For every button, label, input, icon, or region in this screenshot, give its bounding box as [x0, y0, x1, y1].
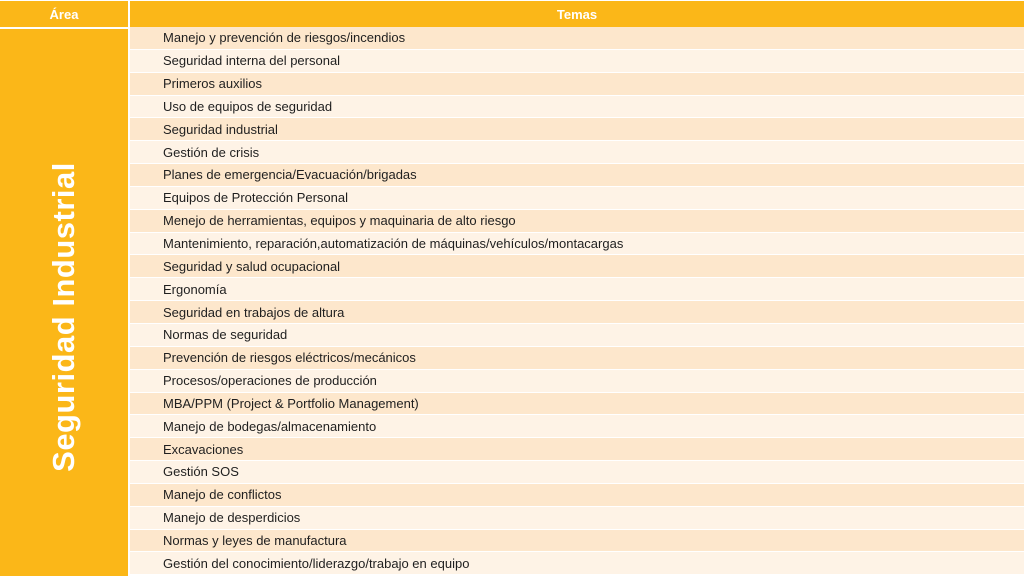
table-row: Primeros auxilios — [130, 73, 1024, 96]
table-row: Uso de equipos de seguridad — [130, 96, 1024, 119]
table-row: Excavaciones — [130, 438, 1024, 461]
table-row: Normas y leyes de manufactura — [130, 530, 1024, 553]
table-header — [0, 0, 1024, 28]
table-row: Seguridad en trabajos de altura — [130, 301, 1024, 324]
header-area: Área — [0, 1, 128, 27]
table-row: Gestión de crisis — [130, 141, 1024, 164]
table-row: Menejo de herramientas, equipos y maquinaria de alto riesgo — [130, 210, 1024, 233]
table-row: Mantenimiento, reparación,automatización de máquinas/vehículos/montacargas — [130, 233, 1024, 256]
table-row: Prevención de riesgos eléctricos/mecánicos — [130, 347, 1024, 370]
area-title: Seguridad Industrial — [46, 162, 81, 472]
table-row: Normas de seguridad — [130, 324, 1024, 347]
table-row: Planes de emergencia/Evacuación/brigadas — [130, 164, 1024, 187]
table-row: Seguridad industrial — [130, 118, 1024, 141]
table-row: Manejo y prevención de riesgos/incendios — [130, 27, 1024, 50]
area-cell — [0, 29, 128, 576]
table-row: Manejo de conflictos — [130, 484, 1024, 507]
topics-list — [130, 27, 1024, 575]
table-row: Gestión del conocimiento/liderazgo/trabajo en equipo — [130, 552, 1024, 575]
table-row: Seguridad y salud ocupacional — [130, 255, 1024, 278]
table-row: Manejo de desperdicios — [130, 507, 1024, 530]
table-row: Manejo de bodegas/almacenamiento — [130, 415, 1024, 438]
table-row: Ergonomía — [130, 278, 1024, 301]
table-row: Procesos/operaciones de producción — [130, 370, 1024, 393]
table-row: Gestión SOS — [130, 461, 1024, 484]
table-row: MBA/PPM (Project & Portfolio Management) — [130, 393, 1024, 416]
table-row: Equipos de Protección Personal — [130, 187, 1024, 210]
table-row: Seguridad interna del personal — [130, 50, 1024, 73]
header-temas: Temas — [130, 1, 1024, 27]
